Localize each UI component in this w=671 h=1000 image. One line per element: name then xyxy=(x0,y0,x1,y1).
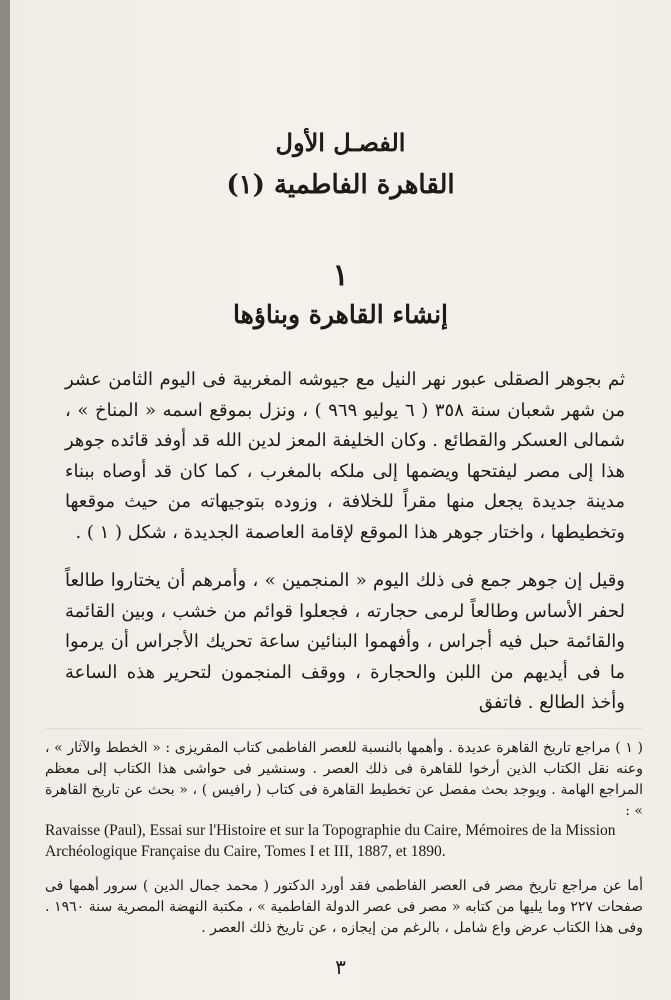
body-paragraph-1: ثم بجوهر الصقلى عبور نهر النيل مع جيوشه المغربية فى اليوم الثامن عشر من شهر شعبان سنة ٣٥٨ ( ٦ يوليو ٩٦٩ ) ، ونزل بموقع اسمه « المناخ » ، شمالى العسكر والقطائع . وكان الخليفة المعز لدين الله قد أوفد قائده جوهر هذا إلى مصر ليفتحها ويضمها إلى ملكه بالمغرب ، كما كان قد أوصاه ببناء مدينة جديدة يجعل منها مقراً للخلافة ، وزوده بتوجيهاته من حيث موقعها وتخطيطها ، واختار جوهر هذا الموقع لإقامة العاصمة الجديدة ، شكل ( ١ ) . xyxy=(65,369,626,543)
chapter-subtitle: القاهرة الفاطمية (١) xyxy=(226,170,455,200)
body-paragraph-2: وقيل إن جوهر جمع فى ذلك اليوم « المنجمين » ، وأمرهم أن يختاروا طالعاً لحفر الأساس وطالعاً لرمى حجارته ، فجعلوا قوائم من خشب ، وبين القائمة والقائمة حبل فيه أجراس ، وأفهموا البنائين ساعة تحريك الأجراس أن يرموا ما فى أيديهم من اللبن والحجارة ، ووقف المنجمون لتحرير هذه الساعة وأخذ الطالع . فاتفق xyxy=(65,570,625,713)
page-number: ٣ xyxy=(335,955,346,979)
section-title: إنشاء القاهرة وبناؤها xyxy=(233,300,448,329)
footnote-2: أما عن مراجع تاريخ مصر فى العصر الفاطمى فقد أورد الدكتور ( محمد جمال الدين ) سرور أهمها فى صفحات ٢٢٧ وما يليها من كتابه « مصر فى عصر الدولة الفاطمية » ، مكتبة النهضة المصرية سنة ١٩٦٠ . وفى هذا الكتاب عرض واع شامل ، بالرغم من إيجازه ، عن تاريخ ذلك العصر . xyxy=(45,878,644,936)
footnote-french-reference: Ravaisse (Paul), Essai sur l'Histoire et sur la Topographie du Caire, Mémoires de la Mission Archéologique Française du Caire, Tomes I et III, 1887, et 1890. xyxy=(45,822,616,860)
section-number: ١ xyxy=(332,258,349,293)
footnote-1: ( ١ ) مراجع تاريخ القاهرة عديدة . وأهمها بالنسبة للعصر الفاطمى كتاب المقريزى : « الخطط والآثار » ، وعنه نقل الكتاب الذين أرخوا للقاهرة فى ذلك العصر . وسنشير فى حواشى هذا الكتاب إلى معظم المراجع الهامة . ويوجد بحث مفصل عن تخطيط القاهرة فى كتاب ( رافيس ) ، « بحث عن تاريخ القاهرة » : xyxy=(45,740,643,819)
book-page xyxy=(10,0,671,1000)
chapter-heading: الفصـل الأول xyxy=(275,128,406,157)
footnote-separator xyxy=(45,728,643,729)
